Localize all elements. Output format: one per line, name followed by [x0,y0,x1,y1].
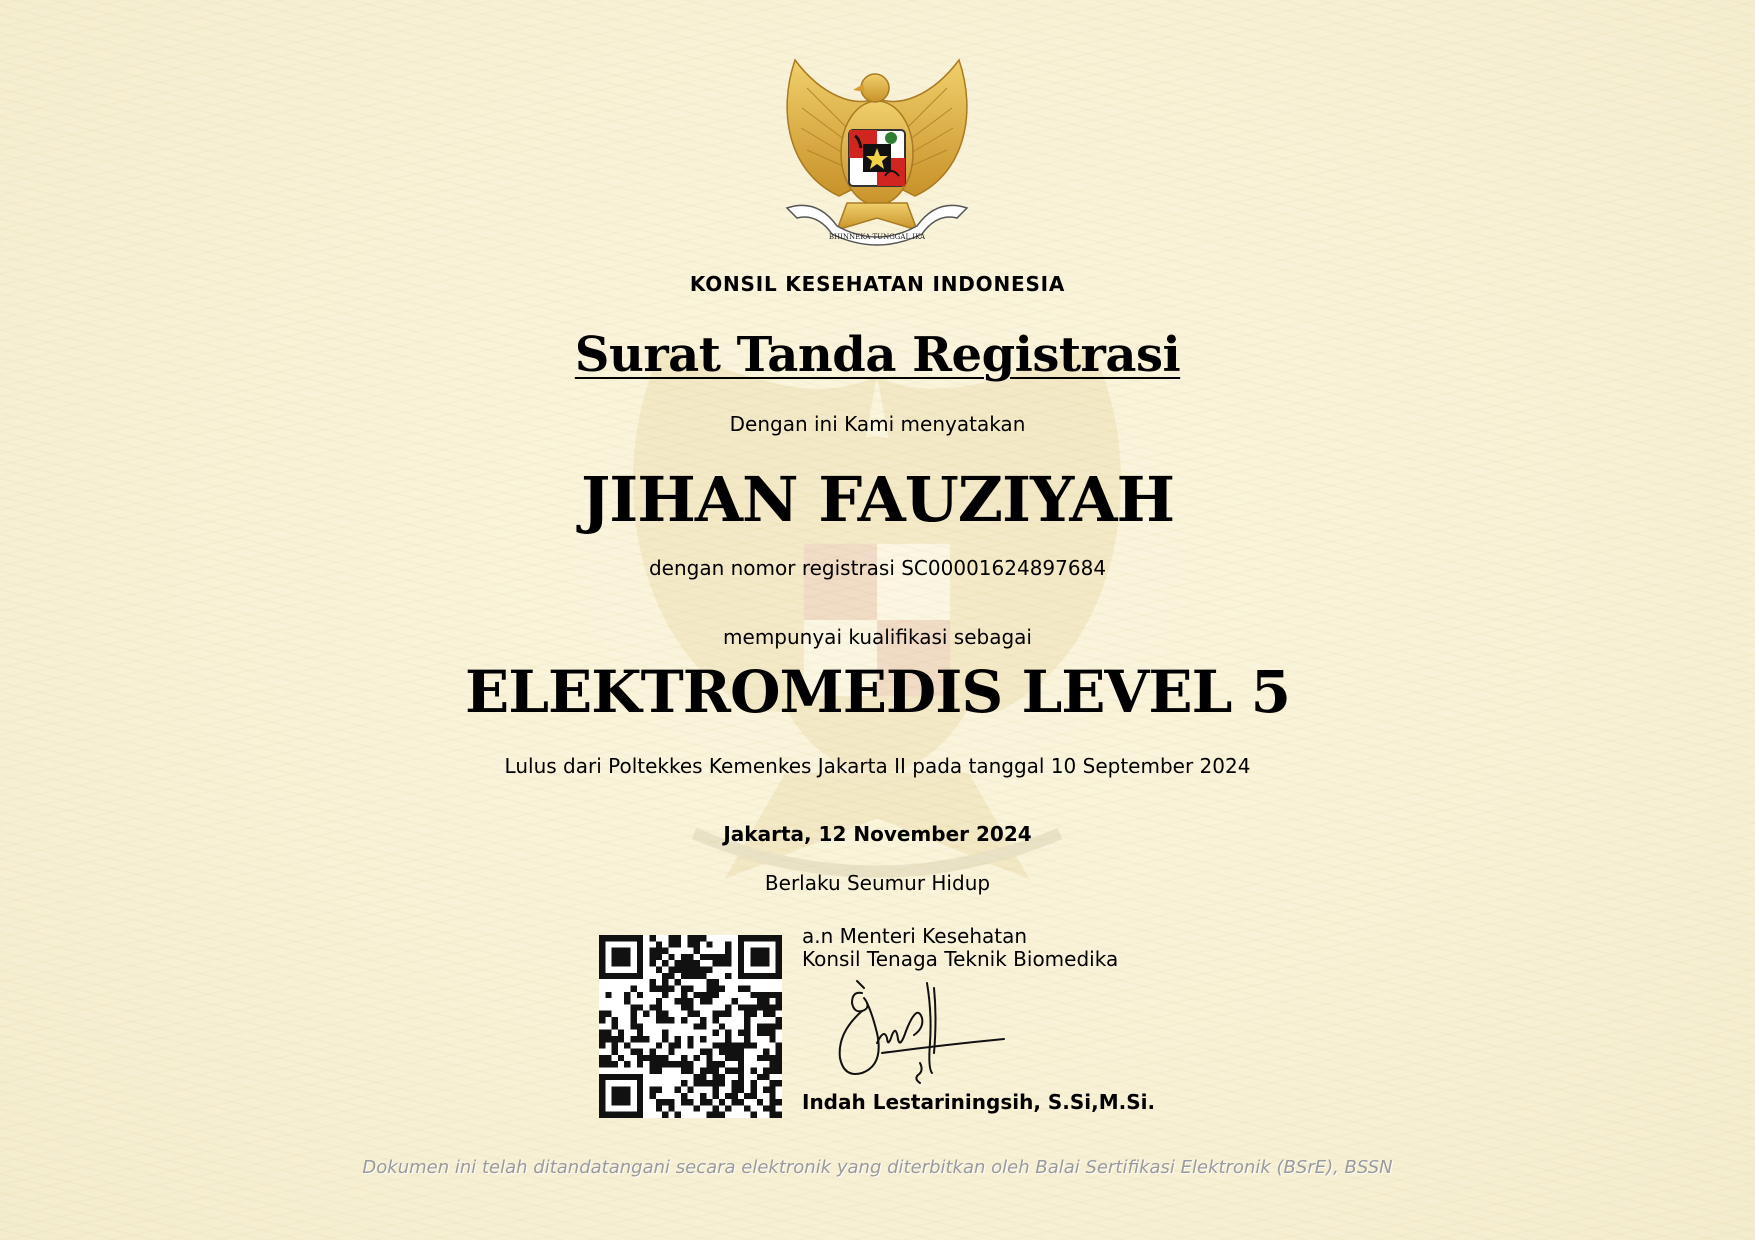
signature-block [802,924,1302,1114]
qualification-intro: mempunyai kualifikasi sebagai [723,625,1032,649]
signatory-on-behalf: a.n Menteri Kesehatan [802,924,1028,948]
holder-name: JIHAN FAUZIYAH [580,463,1175,536]
validity-text: Berlaku Seumur Hidup [764,871,991,895]
qr-code-icon [599,935,782,1118]
registration-number: dengan nomor registrasi SC00001624897684 [648,556,1107,580]
qualification-title: ELEKTROMEDIS LEVEL 5 [465,658,1290,726]
signer-name: Indah Lestariningsih, S.Si,M.Si. [802,1090,1156,1114]
place-and-date: Jakarta, 12 November 2024 [723,822,1032,846]
organization-name: KONSIL KESEHATAN INDONESIA [689,272,1066,296]
document-title: Surat Tanda Registrasi [574,327,1181,383]
intro-text: Dengan ini Kami menyatakan [729,412,1026,436]
handwritten-signature [822,973,1012,1091]
signatory-council: Konsil Tenaga Teknik Biomedika [802,947,1119,971]
electronic-signature-note: Dokumen ini telah ditandatangani secara elektronik yang diterbitkan oleh Balai Sertifikasi Elektronik (BSrE), BSSN [362,1157,1393,1178]
svg-text:BHINNEKA TUNGGAL IKA: BHINNEKA TUNGGAL IKA [828,233,926,241]
graduation-info: Lulus dari Poltekkes Kemenkes Jakarta II pada tanggal 10 September 2024 [504,754,1251,778]
garuda-pancasila-icon [777,58,977,248]
